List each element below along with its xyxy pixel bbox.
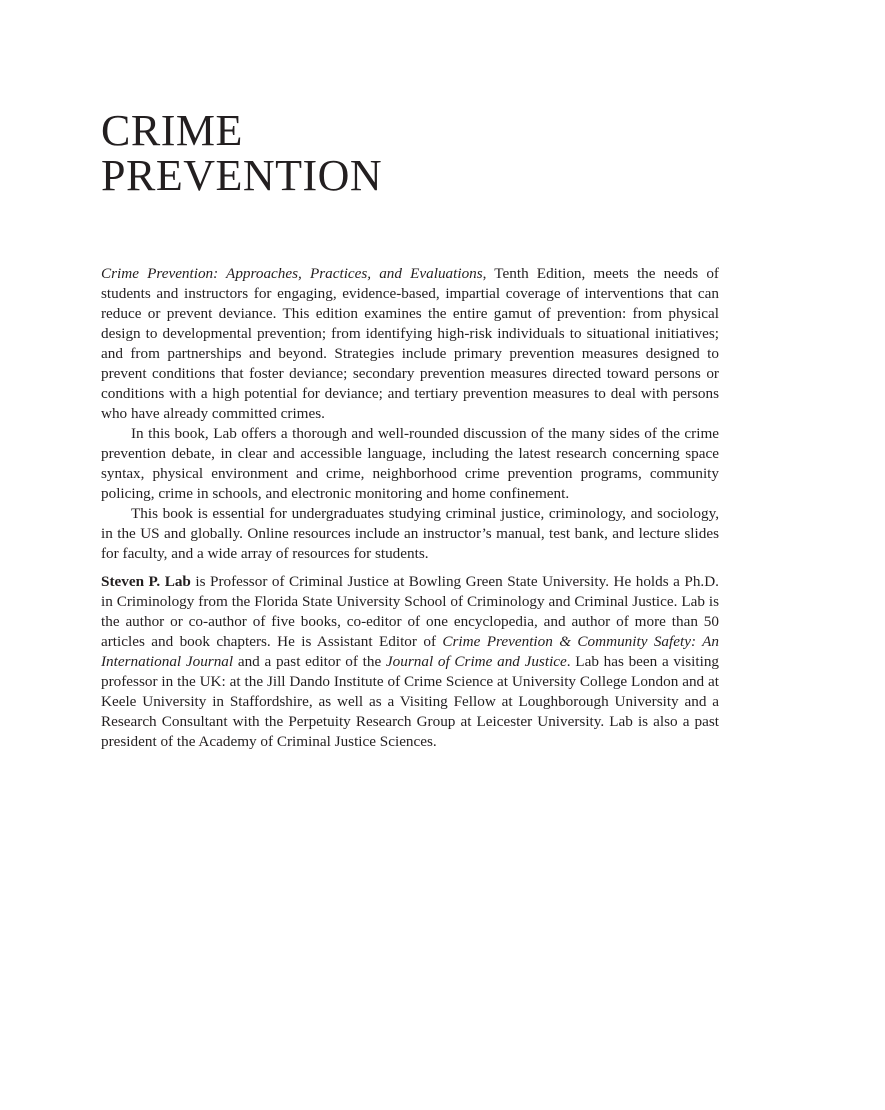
author-bio-text-3: . Lab has been a visiting professor in the UK: at the Jill Dando Institute of Crime Science at University College London and at Keele University in Staffordshire, as well as a Visiting Fellow at Loughborough University and a Research Consultant with the Perpetuity Research Group at Leicester University. Lab is also a past president of the Academy of Criminal Justice Sciences. (101, 653, 720, 750)
journal-title-1: Crime Prevention & Community Safety: An International Journal (101, 633, 719, 670)
author-bio-text-2: and a past editor of the (233, 653, 386, 670)
title-line-1: CRIME (101, 106, 243, 155)
body-text (101, 264, 719, 752)
author-bio-text-1: is Professor of Criminal Justice at Bowling Green State University. He holds a Ph.D. in Criminology from the Florida State University School of Criminology and Criminal Justice. Lab is the author or co-author of five books, co-editor of one encyclopedia, and author of more than 50 articles and book chapters. He is Assistant Editor of (101, 573, 719, 650)
description-paragraph-3: This book is essential for undergraduates studying criminal justice, criminology, and sociology, in the US and globally. Online resources include an instructor’s manual, test bank, and lecture slides for faculty, and a wide array of resources for students. (101, 505, 719, 562)
title-line-2: PREVENTION (101, 151, 383, 200)
description-paragraph-1 (101, 264, 719, 424)
description-paragraph-2: In this book, Lab offers a thorough and well-rounded discussion of the many sides of the crime prevention debate, in clear and accessible language, including the latest research concerning space syntax, physical environment and crime, neighborhood crime prevention programs, community policing, crime in schools, and electronic monitoring and home confinement. (101, 425, 719, 502)
journal-title-2: Journal of Crime and Justice (385, 653, 567, 670)
book-title: Crime Prevention: Approaches, Practices, and Evaluations (101, 265, 483, 282)
page-title (101, 108, 382, 198)
description-paragraph-1-text: , Tenth Edition, meets the needs of students and instructors for engaging, evidence-based, impartial coverage of interventions that can reduce or prevent deviance. This edition examines the entire gamut of prevention: from physical design to developmental prevention; from identifying high-risk individuals to situational initiatives; and from partnerships and beyond. Strategies include primary prevention measures designed to prevent conditions that foster deviance; secondary prevention measures directed toward persons or conditions with a high potential for deviance; and tertiary prevention measures to deal with persons who have already committed crimes. (101, 265, 719, 422)
author-name: Steven P. Lab (101, 573, 191, 590)
author-bio (101, 572, 719, 752)
